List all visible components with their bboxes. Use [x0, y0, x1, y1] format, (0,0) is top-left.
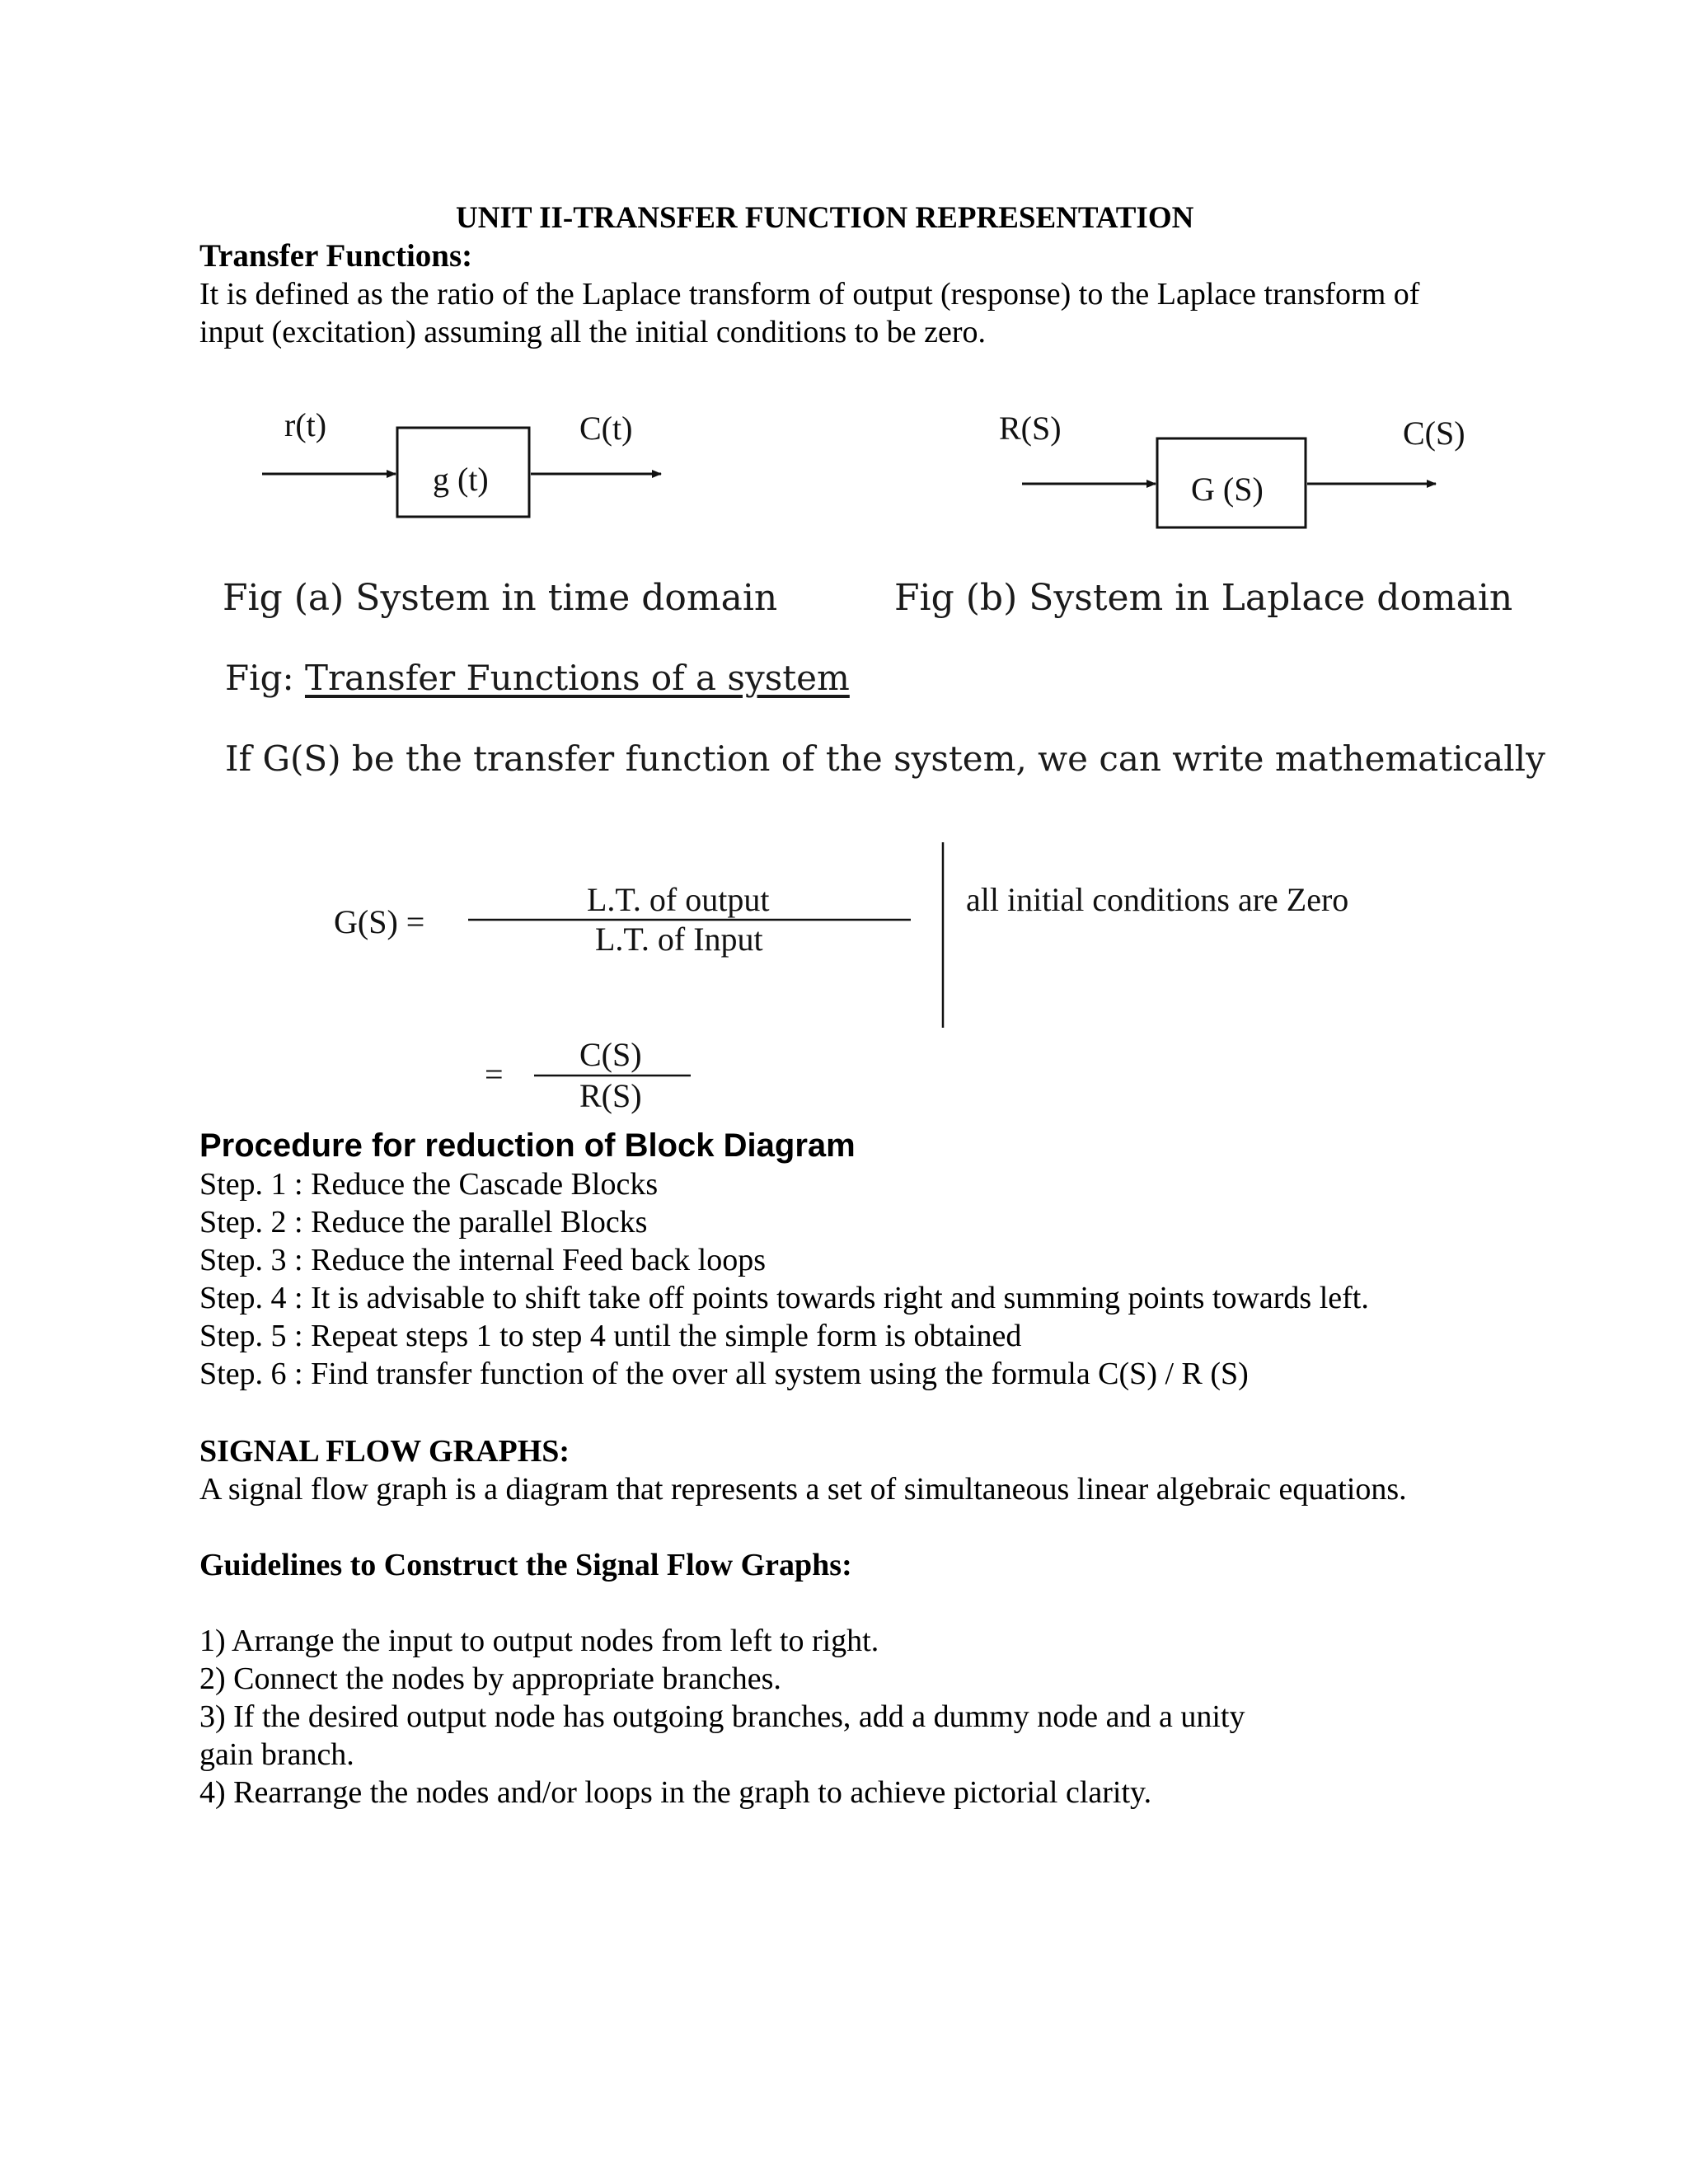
guideline-item: 1) Arrange the input to output nodes from left to right. — [199, 1624, 879, 1658]
procedure-step: Step. 5 : Repeat steps 1 to step 4 until the simple form is obtained — [199, 1319, 1022, 1353]
procedure-step: Step. 4 : It is advisable to shift take off points towards right and summing points towards left. — [199, 1281, 1369, 1315]
procedure-step: Step. 1 : Reduce the Cascade Blocks — [199, 1167, 659, 1202]
input-signal-label: R(S) — [999, 410, 1062, 447]
input-signal-label: r(t) — [284, 406, 327, 443]
block-label: G (S) — [1191, 471, 1264, 508]
procedure-step: Step. 3 : Reduce the internal Feed back loops — [199, 1243, 766, 1277]
output-signal-label: C(S) — [1403, 415, 1465, 452]
equation-condition: all initial conditions are Zero — [966, 881, 1349, 918]
definition-line: It is defined as the ratio of the Laplace transform of output (response) to the Laplace transform of — [199, 277, 1420, 312]
figure-caption: Fig (b) System in Laplace domain — [894, 577, 1513, 619]
equation-lhs: G(S) = — [334, 903, 425, 940]
equation-denominator: R(S) — [579, 1077, 642, 1114]
equals-sign: = — [485, 1056, 504, 1093]
guideline-item: 2) Connect the nodes by appropriate branches. — [199, 1661, 781, 1696]
transfer-functions-heading: Transfer Functions: — [199, 238, 473, 274]
equation-denominator: L.T. of Input — [595, 921, 763, 958]
block-label: g (t) — [433, 461, 489, 498]
guideline-item: 3) If the desired output node has outgoing branches, add a dummy node and a unity — [199, 1699, 1245, 1734]
equation-numerator: L.T. of output — [587, 881, 770, 918]
definition-line: input (excitation) assuming all the initial conditions to be zero. — [199, 315, 987, 349]
figure-label-prefix: Fig: — [225, 658, 305, 698]
guideline-item: 4) Rearrange the nodes and/or loops in the graph to achieve pictorial clarity. — [199, 1775, 1152, 1810]
figure-label — [225, 658, 850, 698]
transfer-function-statement: If G(S) be the transfer function of the system, we can write mathematically — [225, 738, 1545, 779]
procedure-step: Step. 2 : Reduce the parallel Blocks — [199, 1205, 648, 1240]
procedure-heading: Procedure for reduction of Block Diagram — [199, 1127, 856, 1164]
signal-flow-definition: A signal flow graph is a diagram that represents a set of simultaneous linear algebraic equations. — [199, 1472, 1407, 1507]
figure-label-title: Transfer Functions of a system — [304, 658, 850, 698]
procedure-step: Step. 6 : Find transfer function of the over all system using the formula C(S) / R (S) — [199, 1357, 1249, 1391]
figure-caption: Fig (a) System in time domain — [223, 577, 778, 619]
signal-flow-heading: SIGNAL FLOW GRAPHS: — [199, 1434, 570, 1469]
guideline-item: gain branch. — [199, 1737, 354, 1772]
guidelines-heading: Guidelines to Construct the Signal Flow Graphs: — [199, 1548, 852, 1582]
page-title: UNIT II-TRANSFER FUNCTION REPRESENTATION — [456, 201, 1194, 235]
output-signal-label: C(t) — [579, 410, 633, 447]
equation-numerator: C(S) — [579, 1036, 642, 1073]
